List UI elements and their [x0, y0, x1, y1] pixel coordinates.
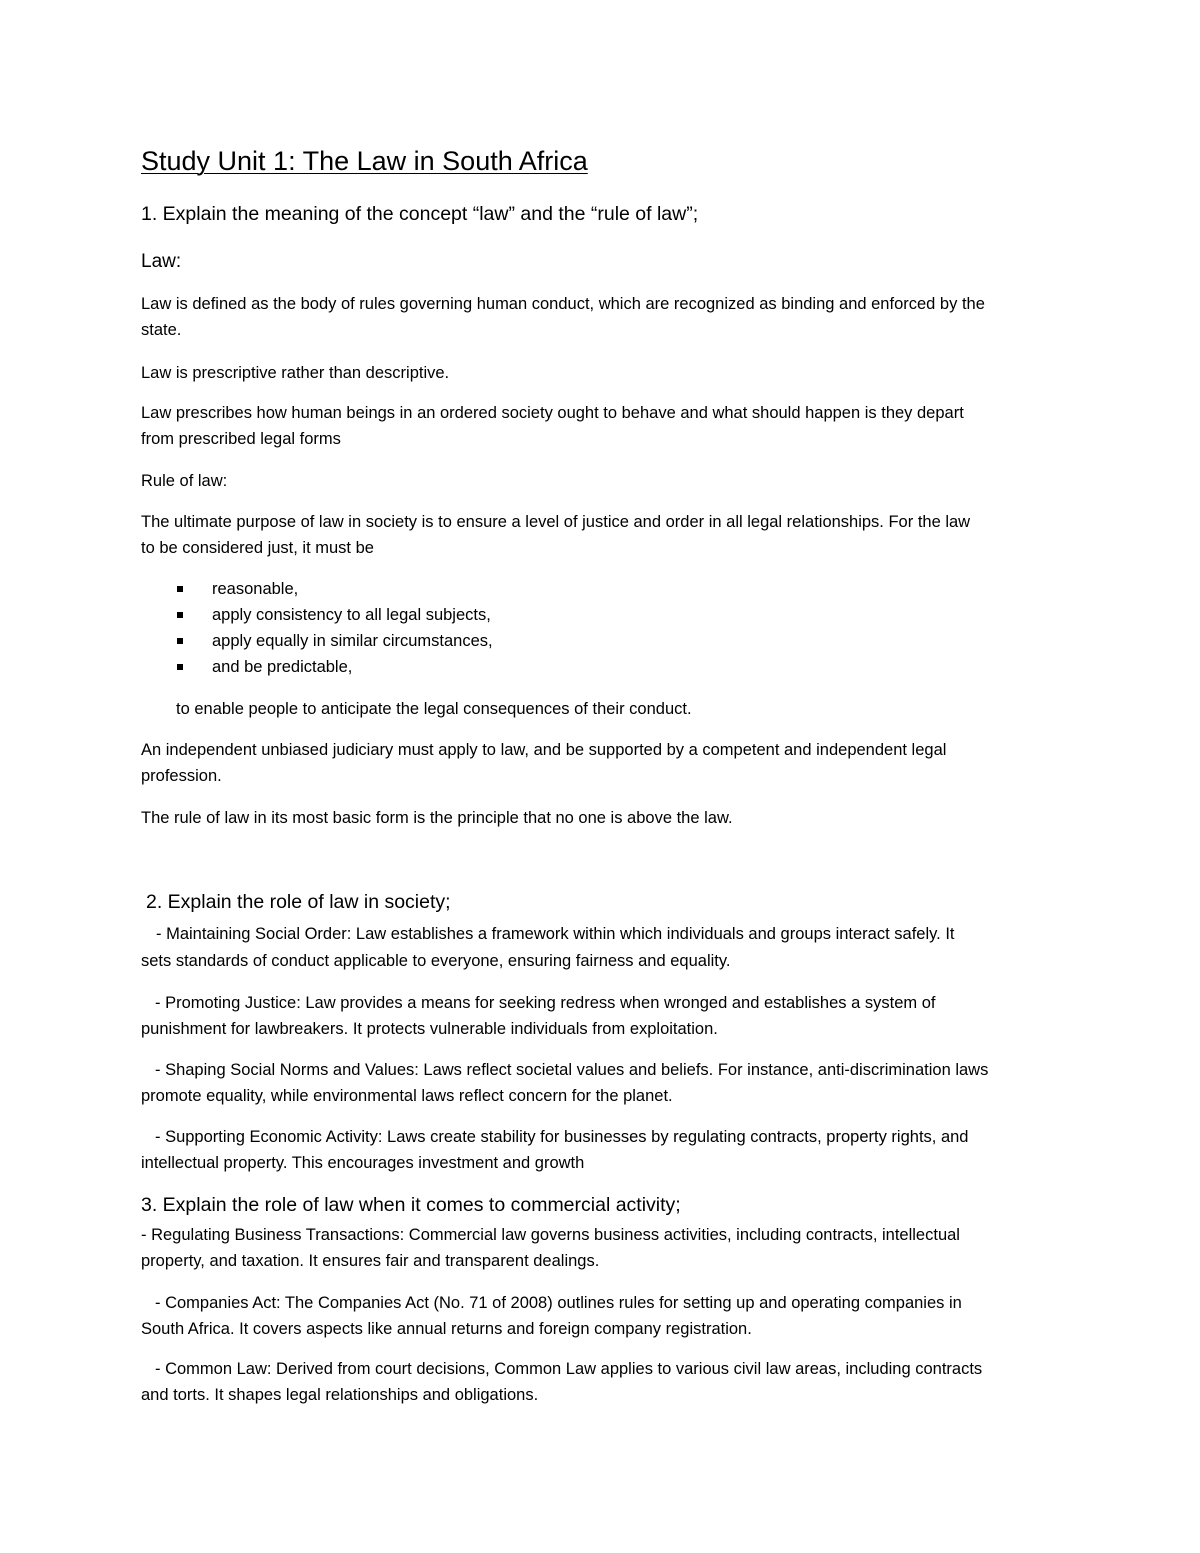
question-3-heading: 3. Explain the role of law when it comes to commercial activity;: [141, 1194, 681, 1216]
law-definition-line-2: state.: [141, 321, 182, 339]
square-bullet-icon: [177, 664, 183, 670]
q2-item-1-line-2: sets standards of conduct applicable to everyone, ensuring fairness and equality.: [141, 952, 731, 970]
q2-item-3-line-2: promote equality, while environmental laws reflect concern for the planet.: [141, 1087, 673, 1105]
q3-item-3-line-2: and torts. It shapes legal relationships and obligations.: [141, 1386, 539, 1404]
list-item: apply equally in similar circumstances,: [141, 628, 493, 654]
square-bullet-icon: [177, 638, 183, 644]
square-bullet-icon: [177, 586, 183, 592]
q3-item-2-line-1: - Companies Act: The Companies Act (No. 71 of 2008) outlines rules for setting up and operating companies in: [155, 1294, 962, 1312]
q2-item-3-line-1: - Shaping Social Norms and Values: Laws reflect societal values and beliefs. For instance, anti-discrimination laws: [155, 1061, 989, 1079]
judiciary-line-2: profession.: [141, 767, 222, 785]
law-prescribes-line-1: Law prescribes how human beings in an ordered society ought to behave and what should happen is they depart: [141, 404, 964, 422]
q2-item-1-line-1: - Maintaining Social Order: Law establishes a framework within which individuals and groups interact safely. It: [156, 925, 955, 943]
rule-purpose-line-1: The ultimate purpose of law in society is to ensure a level of justice and order in all legal relationships. For the law: [141, 513, 971, 531]
square-bullet-icon: [177, 612, 183, 618]
law-prescriptive-paragraph: Law is prescriptive rather than descriptive.: [141, 364, 450, 382]
law-definition-line-1: Law is defined as the body of rules governing human conduct, which are recognized as binding and enforced by the: [141, 295, 985, 313]
q3-item-1-line-2: property, and taxation. It ensures fair and transparent dealings.: [141, 1252, 600, 1270]
law-label: Law:: [141, 251, 182, 272]
q2-item-4-line-2: intellectual property. This encourages investment and growth: [141, 1154, 585, 1172]
list-item: reasonable,: [141, 576, 493, 602]
q2-item-4-line-1: - Supporting Economic Activity: Laws create stability for businesses by regulating contracts, property rights, and: [155, 1128, 969, 1146]
law-prescribes-line-2: from prescribed legal forms: [141, 430, 341, 448]
judiciary-line-1: An independent unbiased judiciary must apply to law, and be supported by a competent and independent legal: [141, 741, 947, 759]
rule-basic-form-paragraph: The rule of law in its most basic form is the principle that no one is above the law.: [141, 809, 733, 827]
q2-item-2-line-2: punishment for lawbreakers. It protects vulnerable individuals from exploitation.: [141, 1020, 718, 1038]
page-title: Study Unit 1: The Law in South Africa: [141, 146, 588, 176]
after-bullets-text: to enable people to anticipate the legal consequences of their conduct.: [176, 700, 692, 718]
question-2-heading: 2. Explain the role of law in society;: [146, 891, 451, 913]
list-item: apply consistency to all legal subjects,: [141, 602, 493, 628]
q3-item-2-line-2: South Africa. It covers aspects like annual returns and foreign company registration.: [141, 1320, 752, 1338]
q3-item-3-line-1: - Common Law: Derived from court decisions, Common Law applies to various civil law areas, including contracts: [155, 1360, 983, 1378]
justice-criteria-list: [141, 576, 493, 680]
rule-purpose-line-2: to be considered just, it must be: [141, 539, 374, 557]
rule-of-law-label: Rule of law:: [141, 472, 228, 490]
list-item: and be predictable,: [141, 654, 493, 680]
question-1-heading: 1. Explain the meaning of the concept “law” and the “rule of law”;: [141, 203, 699, 225]
q3-item-1-line-1: - Regulating Business Transactions: Commercial law governs business activities, including contracts, intellectual: [141, 1226, 960, 1244]
q2-item-2-line-1: - Promoting Justice: Law provides a means for seeking redress when wronged and establishes a system of: [155, 994, 936, 1012]
